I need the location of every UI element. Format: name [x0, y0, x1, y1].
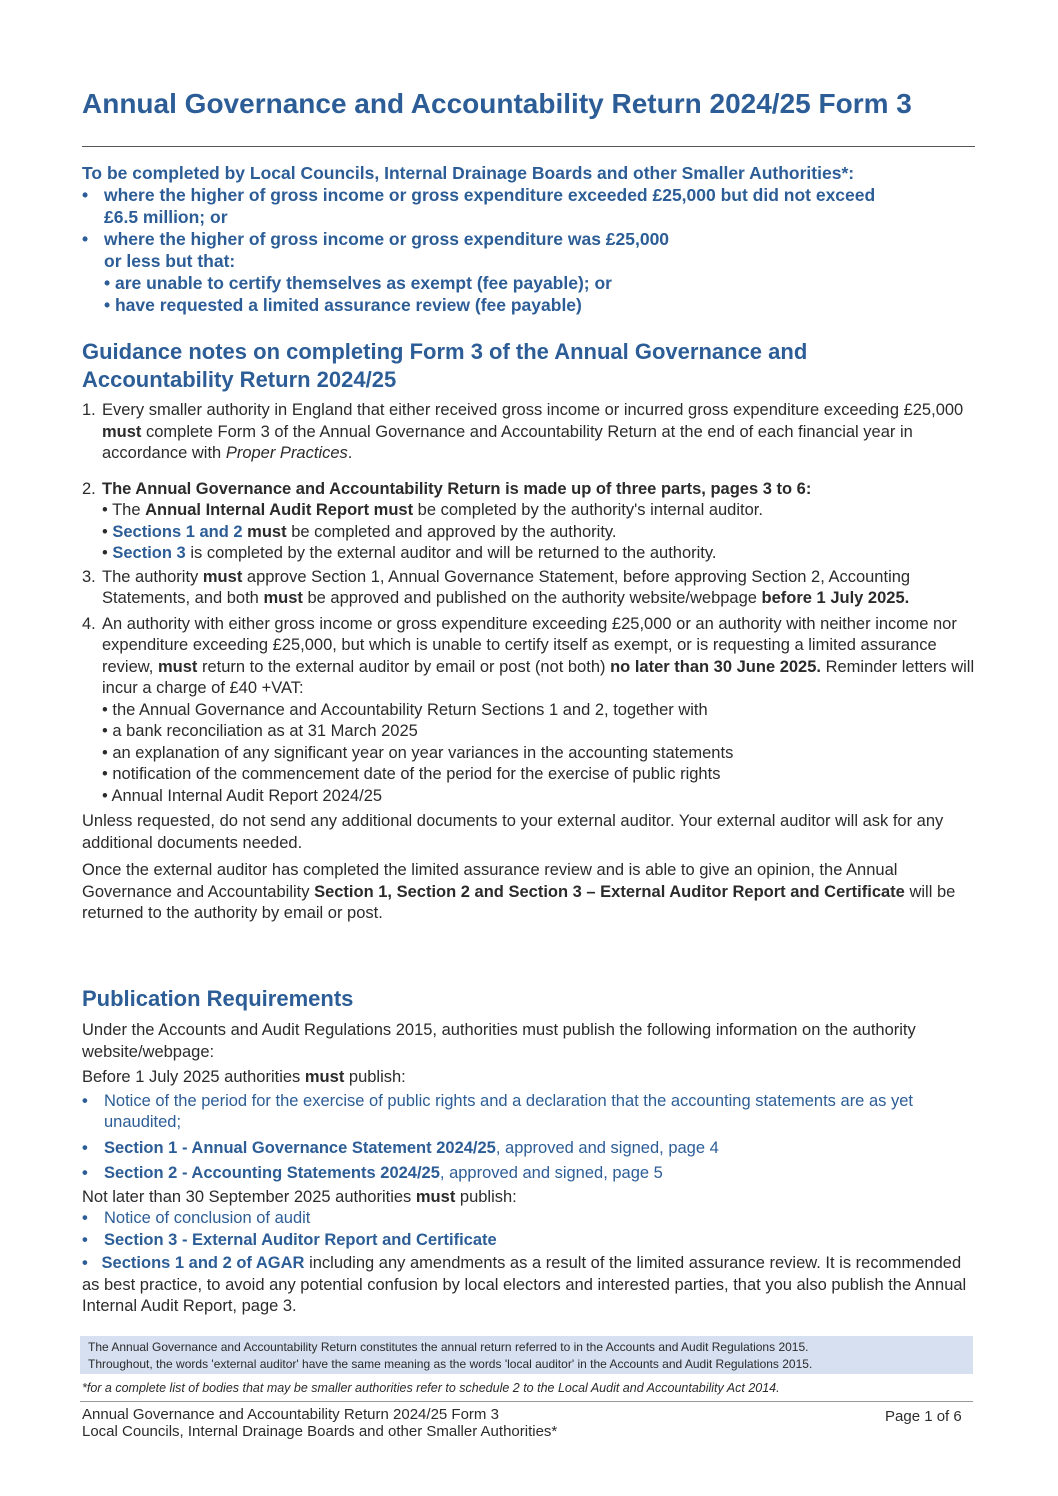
text-blue: Notice of the period for the exercise of public rights and a declaration that the accounting statements are as yet unaudited;: [104, 1091, 913, 1131]
guidance-paragraph-1: Unless requested, do not send any additional documents to your external auditor. Your external auditor will ask for any additional documents needed.: [82, 812, 944, 852]
text: is completed by the external auditor and will be returned to the authority.: [185, 544, 717, 562]
text: be completed by the authority's internal auditor.: [413, 501, 763, 519]
note-line-1: The Annual Governance and Accountability Return constitutes the annual return referred to in the Accounts and Audit Regulations 2015.: [88, 1340, 809, 1354]
publication-bullet-2: [82, 1138, 977, 1160]
text: • The: [102, 501, 146, 519]
note-line-2: Throughout, the words 'external auditor' have the same meaning as the words 'local auditor' in the Accounts and Audit Regulations 2015.: [88, 1357, 813, 1371]
intro-bullet-1-line-2: £6.5 million; or: [104, 207, 228, 227]
text: approve Section 1, Annual Governance Statement, before approving Section 2, Accounting Statements, and both: [102, 567, 911, 607]
footer-line-1: Annual Governance and Accountability Return 2024/25 Form 3: [82, 1406, 499, 1423]
text: return to the external auditor by email or post (not both): [197, 657, 611, 676]
guidance-item-2: [82, 479, 977, 565]
publication-bullet-5: [82, 1230, 977, 1252]
text-blue: Sections 1 and 2 of AGAR: [101, 1254, 305, 1272]
intro-lead: To be completed by Local Councils, Internal Drainage Boards and other Smaller Authorities*:: [82, 163, 855, 183]
text: • a bank reconciliation as at 31 March 2025: [102, 722, 418, 740]
bullet-icon: •: [82, 1164, 88, 1182]
text: Every smaller authority in England that either received gross income or incurred gross expenditure exceeding £25,000: [102, 401, 964, 419]
item-number: 2.: [82, 479, 96, 498]
guidance-item-4: [82, 614, 977, 808]
text-bold: Section 1, Section 2 and Section 3 – External Auditor Report and Certificate: [314, 882, 905, 901]
publication-heading: Publication Requirements: [82, 986, 354, 1011]
text-blue: Sections 1 and 2: [112, 522, 243, 541]
text-blue: , approved and signed, page 5: [439, 1164, 663, 1182]
text-blue: Section 3 - External Auditor Report and Certificate: [104, 1230, 497, 1249]
text-blue: Notice of conclusion of audit: [104, 1209, 311, 1227]
bullet-icon: •: [82, 229, 89, 249]
intro-sub-bullet-1: • are unable to certify themselves as exempt (fee payable); or: [104, 273, 612, 293]
text: Once the external auditor has completed the limited assurance review and is able to give an opinion, the Annual Governance and Accountability: [82, 861, 898, 901]
intro-bullet-1-line-1: where the higher of gross income or gross expenditure exceeded £25,000 but did not exceed: [104, 185, 876, 205]
text: •: [102, 544, 113, 562]
bullet-icon: •: [82, 1230, 88, 1249]
intro-sub-bullet-2: • have requested a limited assurance review (fee payable): [104, 295, 582, 315]
text: Reminder letters will incur a charge of £40 +VAT:: [102, 657, 975, 697]
text: Not later than 30 September 2025 authorities: [82, 1187, 416, 1206]
intro-bullet-2-line-1: where the higher of gross income or gross expenditure was £25,000: [104, 229, 670, 249]
publication-paragraph-2: [82, 1067, 977, 1089]
guidance-paragraph-2: [82, 860, 977, 925]
item-number: 1.: [82, 401, 96, 419]
text: The authority: [102, 567, 203, 586]
guidance-heading-line-2: Accountability Return 2024/25: [82, 367, 397, 392]
guidance-list: [82, 400, 977, 925]
text: Before 1 July 2025 authorities: [82, 1068, 305, 1086]
footer-line-2: Local Councils, Internal Drainage Boards and other Smaller Authorities*: [82, 1423, 558, 1440]
text: • the Annual Governance and Accountability Return Sections 1 and 2, together with: [102, 700, 708, 719]
text-bold: must: [202, 567, 243, 586]
text-blue: , approved and signed, page 4: [495, 1138, 719, 1157]
text-bold: must: [415, 1187, 456, 1206]
text: • notification of the commencement date of the period for the exercise of public rights: [102, 765, 721, 783]
text: publish:: [455, 1187, 517, 1206]
publication-paragraph-3: [82, 1187, 977, 1209]
text: be approved and published on the authority website/webpage: [302, 589, 762, 607]
publication-bullet-6: [82, 1253, 977, 1318]
text-bold: no later than 30 June 2025.: [610, 657, 821, 676]
guidance-item-1: [82, 400, 977, 465]
guidance-heading: [82, 338, 807, 394]
footer-divider: [80, 1401, 973, 1402]
text: An authority with either gross income or gross expenditure exceeding £25,000 or an authority with neither income nor expenditure exceeding £25,000, but which is unable to certify itself as exempt, or is requesting a limited assurance review,: [102, 614, 957, 676]
text-italic: Proper Practices: [225, 444, 348, 462]
publication-section: [82, 1020, 977, 1318]
text: will be returned to the authority by email or post.: [82, 882, 956, 922]
text: •: [102, 522, 113, 541]
page-title: Annual Governance and Accountability Return 2024/25 Form 3: [82, 88, 912, 119]
text-bold: must: [263, 589, 303, 607]
text: publish:: [344, 1068, 406, 1086]
intro-bullet-2: [82, 228, 982, 272]
note-box: [80, 1336, 973, 1374]
intro-bullet-1: [82, 184, 982, 228]
item-number: 3.: [82, 567, 96, 586]
footer: [82, 1406, 557, 1440]
publication-paragraph-1: Under the Accounts and Audit Regulations 2015, authorities must publish the following information on the authority website/webpage:: [82, 1021, 916, 1061]
text: be completed and approved by the authority.: [286, 522, 617, 541]
publication-bullet-3: [82, 1163, 977, 1185]
text-bold: Annual Internal Audit Report must: [145, 501, 414, 519]
bullet-icon: •: [82, 1209, 88, 1227]
footnote: *for a complete list of bodies that may be smaller authorities refer to schedule 2 to the Local Audit and Accountability Act 2014.: [82, 1381, 780, 1395]
page-number: Page 1 of 6: [885, 1408, 962, 1425]
text-blue: Section 3: [112, 544, 186, 562]
text-bold: must: [242, 522, 287, 541]
bullet-icon: •: [82, 1254, 88, 1272]
publication-bullet-1: [82, 1091, 977, 1134]
guidance-item-3: [82, 567, 977, 610]
text-bold: must: [157, 657, 198, 676]
text-bold: before 1 July 2025.: [761, 589, 910, 607]
bullet-icon: •: [82, 1091, 88, 1110]
text: including any amendments as a result of the limited assurance review. It is recommended as best practice, to avoid any potential confusion by local electors and interested parties, that you also publish the Annual Internal Audit Report, page 3.: [82, 1254, 967, 1315]
text: • an explanation of any significant year on year variances in the accounting statements: [102, 743, 734, 762]
guidance-heading-line-1: Guidance notes on completing Form 3 of the Annual Governance and: [82, 339, 808, 364]
bullet-icon: •: [82, 1138, 88, 1157]
intro-bullet-2-line-2: or less but that:: [104, 251, 236, 271]
text-bold: must: [304, 1068, 345, 1086]
intro-section: [82, 162, 982, 316]
text: .: [347, 444, 353, 462]
text-bold: must: [102, 422, 142, 441]
text-blue: Section 1 - Annual Governance Statement 2024/25: [104, 1138, 496, 1157]
text-blue: Section 2 - Accounting Statements 2024/25: [104, 1164, 440, 1182]
title-divider: [82, 146, 975, 147]
text: • Annual Internal Audit Report 2024/25: [102, 786, 383, 805]
publication-bullet-4: [82, 1208, 977, 1230]
bullet-icon: •: [82, 185, 89, 205]
text: complete Form 3 of the Annual Governance and Accountability Return at the end of each financial year in accordance with: [102, 422, 913, 462]
item-number: 4.: [82, 614, 96, 633]
text-bold: The Annual Governance and Accountability Return is made up of three parts, pages 3 to 6:: [102, 479, 812, 498]
